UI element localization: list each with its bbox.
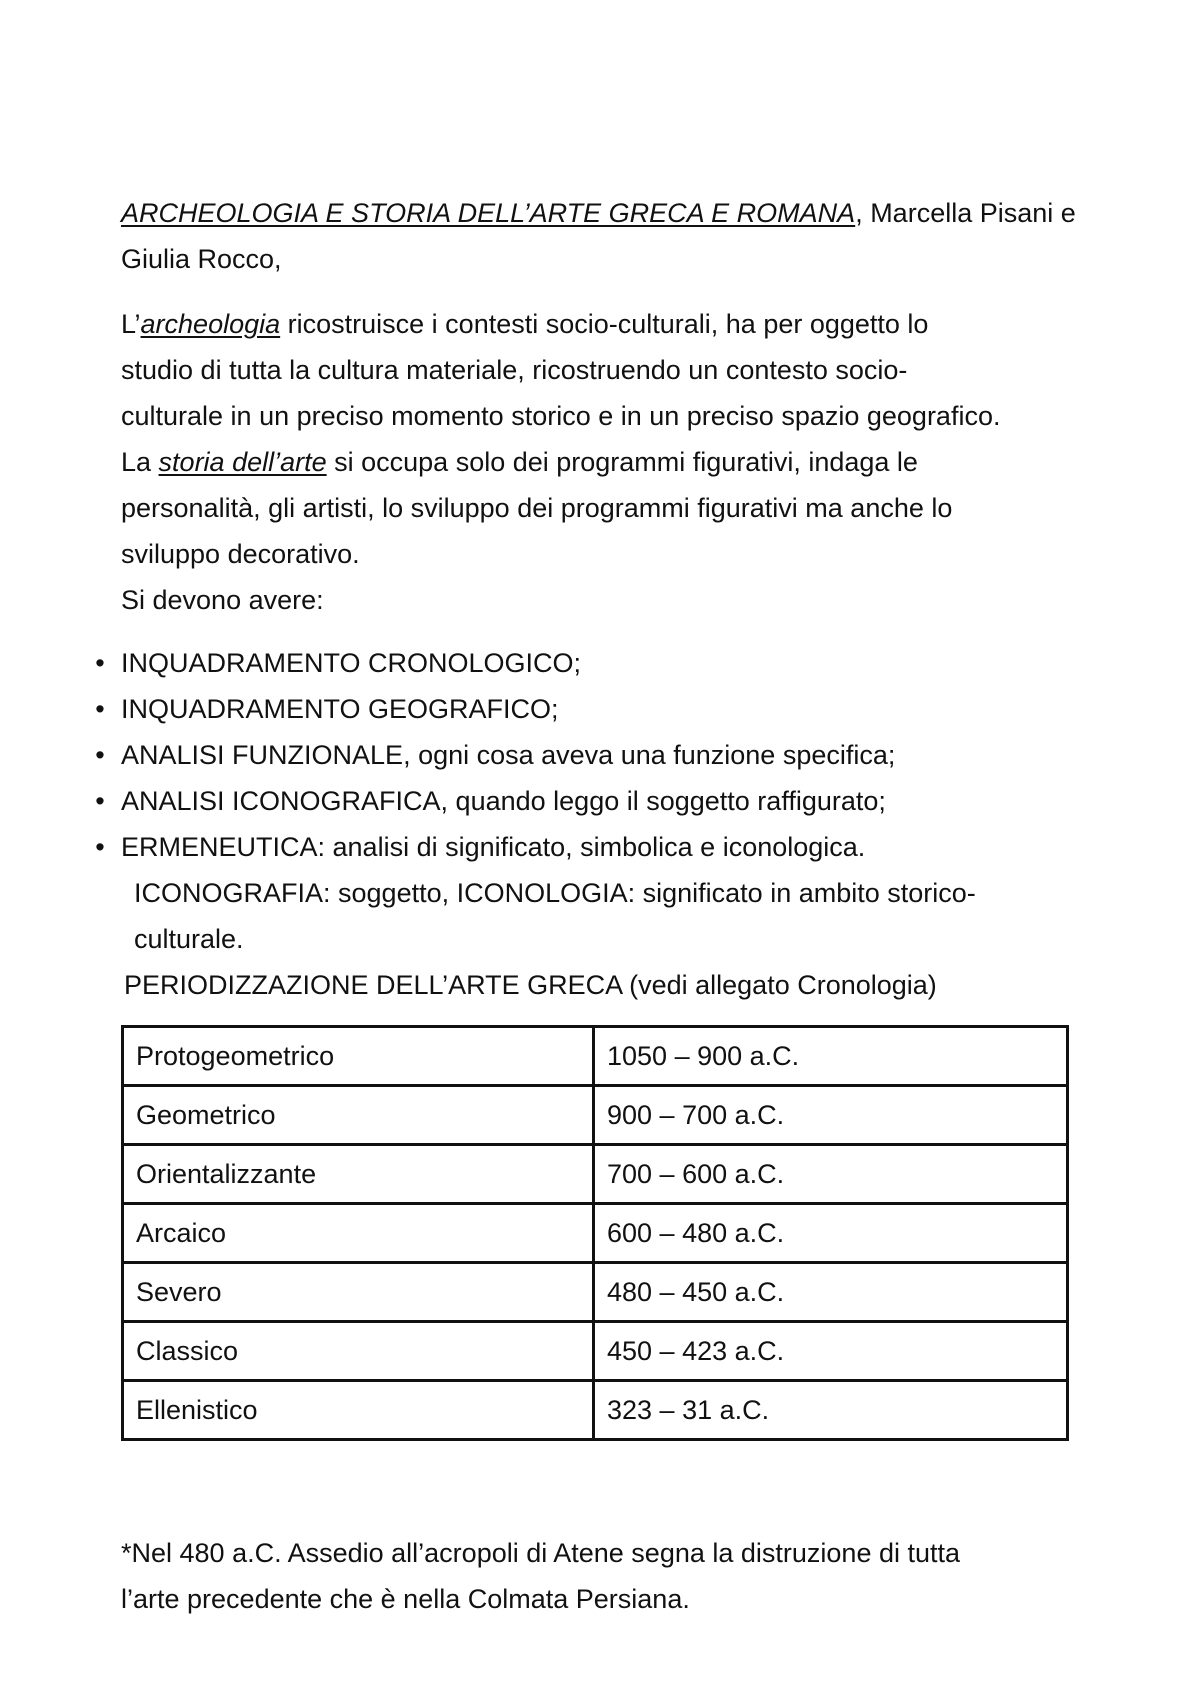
list-item: INQUADRAMENTO GEOGRAFICO; <box>121 694 559 724</box>
period-dates: 323 – 31 a.C. <box>594 1381 1068 1440</box>
table-row <box>123 1322 1068 1381</box>
period-name: Severo <box>123 1263 594 1322</box>
period-dates: 700 – 600 a.C. <box>594 1145 1068 1204</box>
text-span: La <box>121 447 159 477</box>
intro-paragraph-line-2: studio di tutta la cultura materiale, ricostruendo un contesto socio- <box>121 355 908 385</box>
periodization-heading: PERIODIZZAZIONE DELL’ARTE GRECA (vedi allegato Cronologia) <box>124 970 937 1000</box>
table-row <box>123 1263 1068 1322</box>
period-name: Orientalizzante <box>123 1145 594 1204</box>
arthistory-paragraph-line-1 <box>121 445 918 479</box>
table-row <box>123 1381 1068 1440</box>
period-name: Geometrico <box>123 1086 594 1145</box>
bullet-dot: • <box>95 832 105 862</box>
bullet-dot: • <box>95 694 105 724</box>
term-storia-dell-arte: storia dell’arte <box>158 447 327 477</box>
footnote-line-2: l’arte precedente che è nella Colmata Persiana. <box>121 1584 690 1614</box>
bullet-dot: • <box>95 740 105 770</box>
table-row <box>123 1027 1068 1086</box>
period-name: Protogeometrico <box>123 1027 594 1086</box>
bullet-dot: • <box>95 786 105 816</box>
title-line <box>121 196 1076 230</box>
authors-line-2: Giulia Rocco, <box>121 244 282 274</box>
arthistory-paragraph-line-2: personalità, gli artisti, lo sviluppo dei programmi figurativi ma anche lo <box>121 493 953 523</box>
intro-paragraph-line-3: culturale in un preciso momento storico e in un preciso spazio geografico. <box>121 401 1001 431</box>
table-row <box>123 1145 1068 1204</box>
period-dates: 900 – 700 a.C. <box>594 1086 1068 1145</box>
footnote-line-1: *Nel 480 a.C. Assedio all’acropoli di Atene segna la distruzione di tutta <box>121 1538 961 1568</box>
period-name: Ellenistico <box>123 1381 594 1440</box>
intro-paragraph-line-1 <box>121 307 928 341</box>
list-item: ERMENEUTICA: analisi di significato, simbolica e iconologica. <box>121 832 866 862</box>
list-item: ANALISI ICONOGRAFICA, quando leggo il soggetto raffigurato; <box>121 786 886 816</box>
requirements-intro: Si devono avere: <box>121 585 324 615</box>
period-name: Classico <box>123 1322 594 1381</box>
list-item: ANALISI FUNZIONALE, ogni cosa aveva una funzione specifica; <box>121 740 896 770</box>
term-archeologia: archeologia <box>140 309 281 339</box>
continuation-line-2: culturale. <box>134 924 244 954</box>
table-row <box>123 1204 1068 1263</box>
text-span: si occupa solo dei programmi figurativi, indaga le <box>326 447 918 477</box>
table-row <box>123 1086 1068 1145</box>
periodization-table <box>121 1025 1069 1441</box>
period-dates: 600 – 480 a.C. <box>594 1204 1068 1263</box>
text-span: L’ <box>121 309 141 339</box>
authors-text: , Marcella Pisani e <box>855 198 1076 228</box>
bullet-dot: • <box>95 648 105 678</box>
period-name: Arcaico <box>123 1204 594 1263</box>
arthistory-paragraph-line-3: sviluppo decorativo. <box>121 539 360 569</box>
period-dates: 1050 – 900 a.C. <box>594 1027 1068 1086</box>
period-dates: 450 – 423 a.C. <box>594 1322 1068 1381</box>
continuation-line-1: ICONOGRAFIA: soggetto, ICONOLOGIA: significato in ambito storico- <box>134 878 976 908</box>
text-span: ricostruisce i contesti socio-culturali, ha per oggetto lo <box>280 309 929 339</box>
list-item: INQUADRAMENTO CRONOLOGICO; <box>121 648 582 678</box>
document-title: ARCHEOLOGIA E STORIA DELL’ARTE GRECA E ROMANA <box>121 198 856 228</box>
period-dates: 480 – 450 a.C. <box>594 1263 1068 1322</box>
